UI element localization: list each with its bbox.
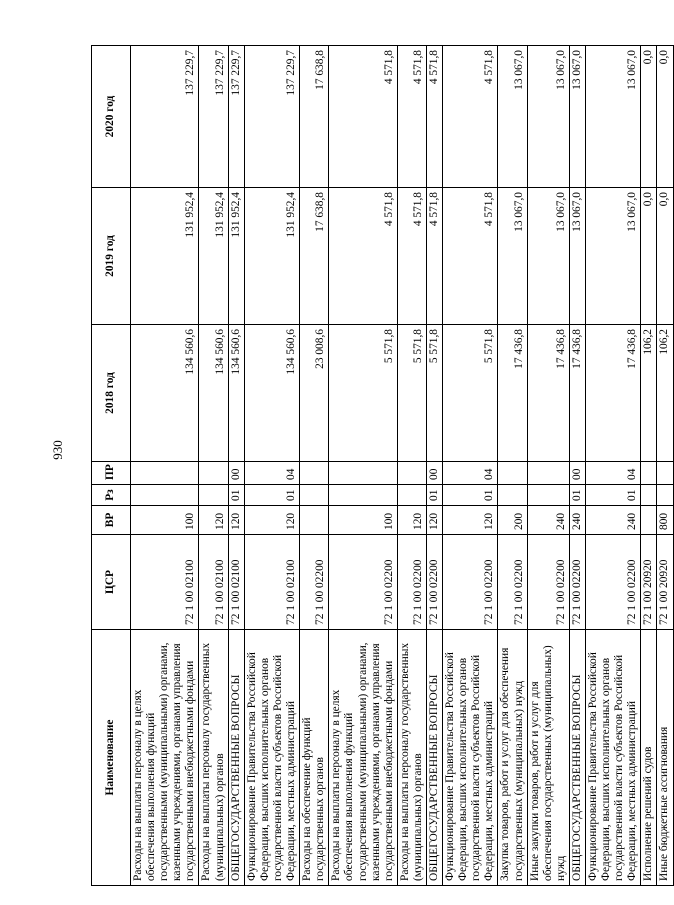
row-2018-cell: 106,2 xyxy=(657,325,673,462)
table-row xyxy=(426,46,442,886)
row-csr-cell: 72 1 00 02200 xyxy=(498,535,527,630)
row-csr-cell: 72 1 00 02100 xyxy=(228,535,244,630)
row-vr-cell: 100 xyxy=(329,506,397,535)
row-pr-cell xyxy=(397,462,426,485)
row-pr-cell: 00 xyxy=(228,462,244,485)
row-2018-cell: 17 436,8 xyxy=(586,325,641,462)
row-name-cell: ОБЩЕГОСУДАРСТВЕННЫЕ ВОПРОСЫ xyxy=(569,630,585,886)
row-2019-cell: 131 952,4 xyxy=(131,188,199,325)
row-pr-cell: 04 xyxy=(586,462,641,485)
row-name-cell: Иные бюджетные ассигнования xyxy=(657,630,673,886)
row-vr-cell: 120 xyxy=(443,506,498,535)
row-vr-cell: 240 xyxy=(527,506,569,535)
table-body xyxy=(131,46,674,886)
table-row xyxy=(641,46,657,886)
row-name-cell: Расходы на обеспечение функций государственных органов xyxy=(300,630,329,886)
row-csr-cell: 72 1 00 02200 xyxy=(443,535,498,630)
row-rz-cell xyxy=(641,485,657,506)
row-vr-cell: 120 xyxy=(397,506,426,535)
row-2019-cell: 13 067,0 xyxy=(498,188,527,325)
row-vr-cell: 100 xyxy=(131,506,199,535)
row-name-cell: ОБЩЕГОСУДАРСТВЕННЫЕ ВОПРОСЫ xyxy=(426,630,442,886)
row-rz-cell xyxy=(527,485,569,506)
row-pr-cell xyxy=(527,462,569,485)
row-2018-cell: 17 436,8 xyxy=(527,325,569,462)
row-2020-cell: 137 229,7 xyxy=(131,46,199,188)
row-pr-cell xyxy=(657,462,673,485)
row-2019-cell: 13 067,0 xyxy=(586,188,641,325)
row-2020-cell: 13 067,0 xyxy=(586,46,641,188)
page-number: 930 xyxy=(49,440,65,460)
row-vr-cell: 120 xyxy=(244,506,299,535)
row-2019-cell: 0,0 xyxy=(657,188,673,325)
row-pr-cell xyxy=(641,462,657,485)
row-2019-cell: 17 638,8 xyxy=(300,188,329,325)
row-2018-cell: 23 008,6 xyxy=(300,325,329,462)
row-pr-cell xyxy=(131,462,199,485)
row-vr-cell: 120 xyxy=(426,506,442,535)
row-2020-cell: 0,0 xyxy=(657,46,673,188)
row-2020-cell: 137 229,7 xyxy=(199,46,228,188)
rotated-page xyxy=(91,46,674,886)
table-row xyxy=(657,46,673,886)
row-csr-cell: 72 1 00 02200 xyxy=(586,535,641,630)
table-row xyxy=(329,46,397,886)
table-row xyxy=(569,46,585,886)
row-csr-cell: 72 1 00 02200 xyxy=(426,535,442,630)
row-2018-cell: 17 436,8 xyxy=(569,325,585,462)
row-2018-cell: 134 560,6 xyxy=(244,325,299,462)
row-2019-cell: 4 571,8 xyxy=(329,188,397,325)
row-2018-cell: 5 571,8 xyxy=(426,325,442,462)
row-pr-cell: 04 xyxy=(443,462,498,485)
table-row xyxy=(527,46,569,886)
row-2018-cell: 5 571,8 xyxy=(397,325,426,462)
header-2019: 2019 год xyxy=(92,188,131,325)
row-2020-cell: 137 229,7 xyxy=(244,46,299,188)
table-row xyxy=(199,46,228,886)
row-2018-cell: 17 436,8 xyxy=(498,325,527,462)
header-2018: 2018 год xyxy=(92,325,131,462)
header-csr: ЦСР xyxy=(92,535,131,630)
row-2019-cell: 4 571,8 xyxy=(443,188,498,325)
row-name-cell: Расходы на выплаты персоналу в целях обеспечения выполнения функций государственными (муниципальными) органами, казенными учреждениями, органами управления государственными внебюджетными фондами xyxy=(131,630,199,886)
row-rz-cell xyxy=(329,485,397,506)
table-row xyxy=(244,46,299,886)
row-2019-cell: 13 067,0 xyxy=(527,188,569,325)
row-name-cell: Иные закупки товаров, работ и услуг для обеспечения государственных (муниципальных) нужд xyxy=(527,630,569,886)
row-csr-cell: 72 1 00 20920 xyxy=(641,535,657,630)
row-csr-cell: 72 1 00 20920 xyxy=(657,535,673,630)
row-rz-cell: 01 xyxy=(228,485,244,506)
row-rz-cell xyxy=(397,485,426,506)
row-name-cell: Функционирование Правительства Российской Федерации, высших исполнительных органов государственной власти субъектов Российской Федерации, местных администраций xyxy=(244,630,299,886)
row-rz-cell xyxy=(131,485,199,506)
row-rz-cell: 01 xyxy=(426,485,442,506)
header-rz: Рз xyxy=(92,485,131,506)
row-vr-cell: 120 xyxy=(199,506,228,535)
row-2020-cell: 4 571,8 xyxy=(443,46,498,188)
table-row xyxy=(498,46,527,886)
row-rz-cell: 01 xyxy=(586,485,641,506)
row-csr-cell: 72 1 00 02100 xyxy=(199,535,228,630)
budget-table xyxy=(91,45,674,886)
table-header-row xyxy=(92,46,131,886)
row-2019-cell: 131 952,4 xyxy=(199,188,228,325)
row-2019-cell: 131 952,4 xyxy=(228,188,244,325)
row-csr-cell: 72 1 00 02200 xyxy=(569,535,585,630)
header-2020: 2020 год xyxy=(92,46,131,188)
row-2018-cell: 106,2 xyxy=(641,325,657,462)
row-vr-cell: 200 xyxy=(498,506,527,535)
row-rz-cell xyxy=(199,485,228,506)
row-name-cell: Функционирование Правительства Российской Федерации, высших исполнительных органов государственной власти субъектов Российской Федерации, местных администраций xyxy=(586,630,641,886)
table-row xyxy=(586,46,641,886)
row-2018-cell: 5 571,8 xyxy=(443,325,498,462)
row-2019-cell: 4 571,8 xyxy=(397,188,426,325)
row-pr-cell xyxy=(329,462,397,485)
row-rz-cell xyxy=(498,485,527,506)
row-name-cell: Расходы на выплаты персоналу государственных (муниципальных) органов xyxy=(397,630,426,886)
row-csr-cell: 72 1 00 02100 xyxy=(244,535,299,630)
row-csr-cell: 72 1 00 02200 xyxy=(300,535,329,630)
row-2020-cell: 4 571,8 xyxy=(329,46,397,188)
row-2018-cell: 5 571,8 xyxy=(329,325,397,462)
row-rz-cell xyxy=(300,485,329,506)
row-2019-cell: 131 952,4 xyxy=(244,188,299,325)
row-2019-cell: 0,0 xyxy=(641,188,657,325)
header-pr: ПР xyxy=(92,462,131,485)
row-2020-cell: 137 229,7 xyxy=(228,46,244,188)
row-2020-cell: 17 638,8 xyxy=(300,46,329,188)
table-row xyxy=(300,46,329,886)
row-pr-cell: 04 xyxy=(244,462,299,485)
row-pr-cell xyxy=(199,462,228,485)
row-2018-cell: 134 560,6 xyxy=(228,325,244,462)
row-pr-cell: 00 xyxy=(569,462,585,485)
row-name-cell: Функционирование Правительства Российской Федерации, высших исполнительных органов государственной власти субъектов Российской Федерации, местных администраций xyxy=(443,630,498,886)
row-2020-cell: 13 067,0 xyxy=(527,46,569,188)
row-csr-cell: 72 1 00 02100 xyxy=(131,535,199,630)
row-name-cell: Закупка товаров, работ и услуг для обеспечения государственных (муниципальных) нужд xyxy=(498,630,527,886)
header-vr: ВР xyxy=(92,506,131,535)
row-vr-cell: 800 xyxy=(657,506,673,535)
header-name: Наименование xyxy=(92,630,131,886)
row-2019-cell: 4 571,8 xyxy=(426,188,442,325)
row-pr-cell xyxy=(498,462,527,485)
table-row xyxy=(443,46,498,886)
row-2020-cell: 13 067,0 xyxy=(498,46,527,188)
row-csr-cell: 72 1 00 02200 xyxy=(397,535,426,630)
row-vr-cell: 240 xyxy=(569,506,585,535)
row-vr-cell xyxy=(300,506,329,535)
row-2020-cell: 4 571,8 xyxy=(397,46,426,188)
row-2018-cell: 134 560,6 xyxy=(131,325,199,462)
row-name-cell: Исполнение решений судов xyxy=(641,630,657,886)
row-name-cell: Расходы на выплаты персоналу государственных (муниципальных) органов xyxy=(199,630,228,886)
row-vr-cell xyxy=(641,506,657,535)
row-2020-cell: 0,0 xyxy=(641,46,657,188)
row-rz-cell xyxy=(657,485,673,506)
row-rz-cell: 01 xyxy=(244,485,299,506)
row-rz-cell: 01 xyxy=(443,485,498,506)
row-vr-cell: 240 xyxy=(586,506,641,535)
table-row xyxy=(228,46,244,886)
row-pr-cell: 00 xyxy=(426,462,442,485)
row-2020-cell: 13 067,0 xyxy=(569,46,585,188)
row-csr-cell: 72 1 00 02200 xyxy=(527,535,569,630)
row-pr-cell xyxy=(300,462,329,485)
row-2020-cell: 4 571,8 xyxy=(426,46,442,188)
row-vr-cell: 120 xyxy=(228,506,244,535)
table-row xyxy=(131,46,199,886)
row-rz-cell: 01 xyxy=(569,485,585,506)
row-name-cell: Расходы на выплаты персоналу в целях обеспечения выполнения функций государственными (муниципальными) органами, казенными учреждениями, органами управления государственными внебюджетными фондами xyxy=(329,630,397,886)
row-2019-cell: 13 067,0 xyxy=(569,188,585,325)
row-csr-cell: 72 1 00 02200 xyxy=(329,535,397,630)
table-row xyxy=(397,46,426,886)
row-name-cell: ОБЩЕГОСУДАРСТВЕННЫЕ ВОПРОСЫ xyxy=(228,630,244,886)
row-2018-cell: 134 560,6 xyxy=(199,325,228,462)
